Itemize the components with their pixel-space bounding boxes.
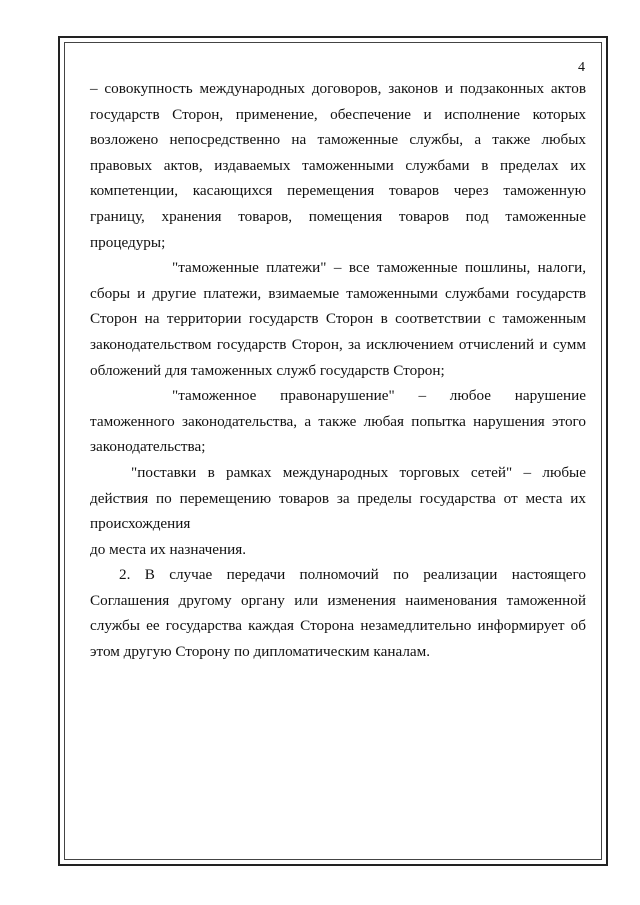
page-number: 4 [578,60,585,75]
paragraph-continuation: до места их назначения. [90,540,247,558]
paragraph-definition-supply-chain: "поставки в рамках международных торговых сетей" – любые действия по перемещению товаров за пределы государства от места их происхождения [90,463,586,533]
paragraph-definition-customs-payments: "таможенные платежи" – все таможенные пошлины, налоги, сборы и другие платежи, взимаемые таможенными службами государств Сторон на территории государств Сторон в соответствии с таможенным законодательством государств Сторон, за исключением отчислений и сумм обложений для таможенных служб государств Сторон; [90,259,586,379]
paragraph-clause-2: 2. В случае передачи полномочий по реализации настоящего Соглашения другому органу или изменения наименования таможенной службы ее государства каждая Сторона незамедлительно информирует об этом другую Сторону по дипломатическим каналам. [90,566,586,661]
document-body [90,76,586,665]
paragraph-definition-legislation: – совокупность международных договоров, законов и подзаконных актов государств Сторон, применение, обеспечение и исполнение которых возложено непосредственно на таможенные службы, а также любых правовых актов, издаваемых таможенными службами в пределах их компетенции, касающихся перемещения товаров через таможенную границу, хранения товаров, помещения товаров под таможенные процедуры; [90,80,586,251]
paragraph-definition-customs-offence: "таможенное правонарушение" – любое нарушение таможенного законодательства, а также любая попытка нарушения этого законодательства; [90,387,586,456]
